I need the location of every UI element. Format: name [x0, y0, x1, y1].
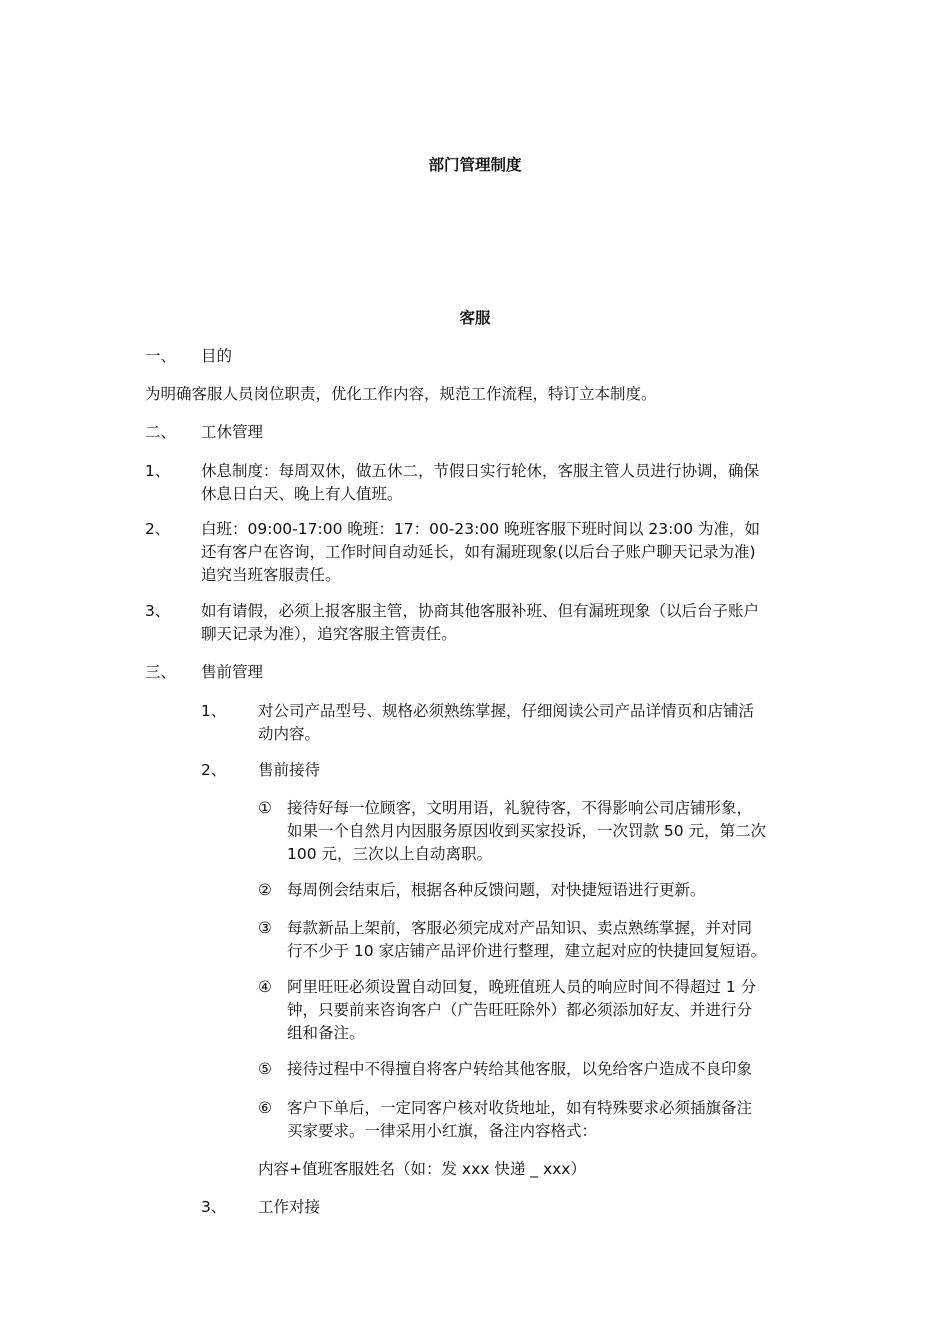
point-marker: ③ — [258, 919, 272, 937]
section-3-heading: 售前管理 — [201, 663, 264, 681]
sub-item-number: 2、 — [201, 761, 227, 779]
list-item-number: 1、 — [145, 462, 171, 480]
section-2-number: 二、 — [145, 423, 177, 441]
list-item-text: 如有请假，必须上报客服主管，协商其他客服补班、但有漏班现象（以后台子账户 聊天记录为准），追究客服主管责任。 — [201, 602, 760, 643]
point-marker: ② — [258, 881, 272, 899]
point-text: 接待好每一位顾客，文明用语，礼貌待客，不得影响公司店铺形象， 如果一个自然月内因服务原因收到买家投诉，一次罚款 50 元，第二次 100 元，三次以上自动离职。 — [287, 799, 767, 863]
point-text: 每款新品上架前，客服必须完成对产品知识、卖点熟练掌握，并对同 行不少于 10 家店铺产品评价进行整理，建立起对应的快捷回复短语。 — [287, 919, 767, 960]
list-item-number: 2、 — [145, 520, 171, 538]
sub-item-heading: 工作对接 — [258, 1198, 321, 1216]
sub-item-heading: 售前接待 — [258, 761, 321, 779]
point-text: 阿里旺旺必须设置自动回复，晚班值班人员的响应时间不得超过 1 分 钟，只要前来咨询客户（广告旺旺除外）都必须添加好友、并进行分 组和备注。 — [287, 978, 757, 1042]
point-marker: ① — [258, 799, 272, 817]
point-marker: ⑤ — [258, 1060, 272, 1078]
point-text: 接待过程中不得擅自将客户转给其他客服，以免给客户造成不良印象 — [287, 1060, 753, 1078]
point-marker: ⑥ — [258, 1099, 272, 1117]
section-1-number: 一、 — [145, 347, 177, 365]
sub-item-number: 1、 — [201, 702, 227, 720]
point-marker: ④ — [258, 978, 272, 996]
point-text: 客户下单后，一定同客户核对收货地址，如有特殊要求必须插旗备注 买家要求。一律采用小红旗，备注内容格式： — [287, 1099, 753, 1140]
document-title: 部门管理制度 — [428, 156, 522, 174]
list-item-number: 3、 — [145, 602, 171, 620]
sub-item-number: 3、 — [201, 1198, 227, 1216]
format-line: 内容+值班客服姓名（如：发 xxx 快递 _ xxx） — [258, 1160, 586, 1178]
section-1-heading: 目的 — [201, 347, 233, 365]
point-text: 每周例会结束后，根据各种反馈问题，对快捷短语进行更新。 — [287, 881, 706, 899]
section-title: 客服 — [459, 309, 491, 327]
section-1-body: 为明确客服人员岗位职责，优化工作内容，规范工作流程，特订立本制度。 — [145, 385, 657, 403]
section-3-number: 三、 — [145, 663, 177, 681]
section-2-heading: 工休管理 — [201, 423, 264, 441]
sub-item-text: 对公司产品型号、规格必须熟练掌握，仔细阅读公司产品详情页和店铺活 动内容。 — [258, 702, 755, 743]
list-item-text: 休息制度：每周双休，做五休二，节假日实行轮休，客服主管人员进行协调，确保 休息日白天、晚上有人值班。 — [201, 462, 760, 503]
list-item-text: 白班：09:00-17:00 晚班：17：00-23:00 晚班客服下班时间以 23:00 为准，如 还有客户在咨询，工作时间自动延长，如有漏班现象(以后台子账户聊天记录为准) 追究当班客服责任。 — [201, 520, 761, 584]
